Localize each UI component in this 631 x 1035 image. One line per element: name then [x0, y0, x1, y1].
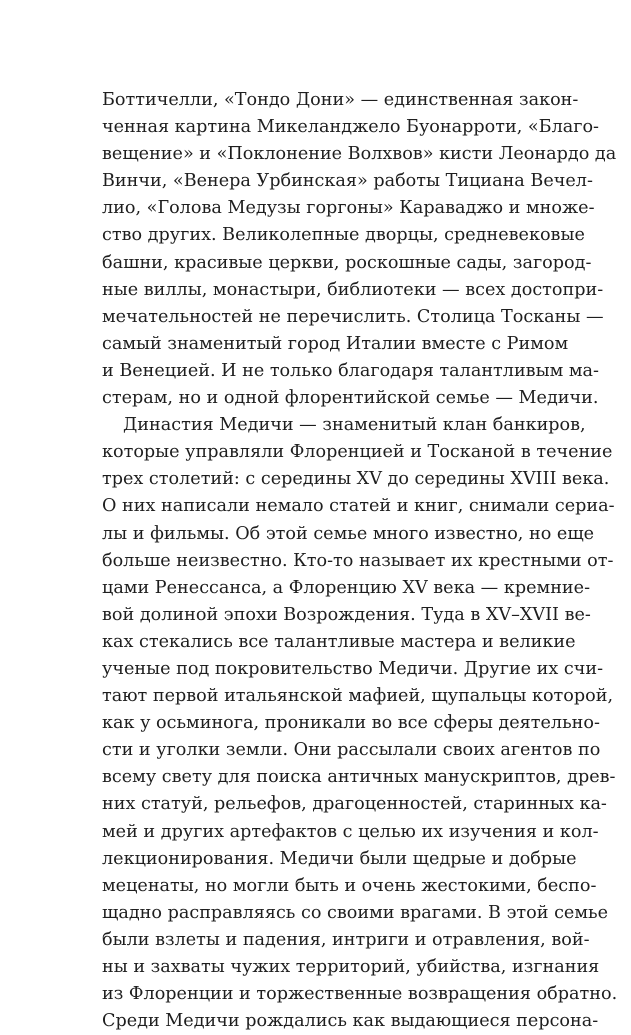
text-line: которые управляли Флоренцией и Тосканой в течение [102, 442, 613, 463]
text-line: лы и фильмы. Об этой семье много известно, но еще [102, 523, 595, 544]
paragraph-medici-dynasty [102, 412, 618, 1035]
text-line: лио, «Голова Медузы горгоны» Караваджо и множе- [102, 198, 595, 219]
book-page-text [102, 87, 618, 1035]
text-line: цами Ренессанса, а Флоренцию XV века — кремние- [102, 577, 591, 598]
text-line: щадно расправляясь со своими врагами. В этой семье [102, 902, 609, 923]
text-line: ученые под покровительство Медичи. Другие их счи- [102, 658, 604, 679]
text-line: были взлеты и падения, интриги и отравления, вой- [102, 929, 590, 950]
text-line: Винчи, «Венера Урбинская» работы Тициана Вечел- [102, 171, 593, 192]
text-line: лекционирования. Медичи были щедрые и добрые [102, 848, 577, 869]
text-line: мей и других артефактов с целью их изучения и кол- [102, 821, 599, 842]
text-line: ны и захваты чужих территорий, убийства, изгнания [102, 957, 600, 977]
text-line: из Флоренции и торжественные возвращения обратно. [102, 984, 618, 1005]
text-line: вой долиной эпохи Возрождения. Туда в XV–XVII ве- [102, 604, 591, 625]
text-line: Среди Медичи рождались как выдающиеся персона- [102, 1011, 599, 1032]
text-line: тают первой итальянской мафией, щупальцы которой, [102, 686, 614, 707]
text-line: как у осьминога, проникали во все сферы деятельно- [102, 713, 600, 734]
text-line: меценаты, но могли быть и очень жестокими, беспо- [102, 875, 597, 896]
text-line: мечательностей не перечислить. Столица Тосканы — [102, 306, 604, 327]
text-line: ство других. Великолепные дворцы, средневековые [102, 225, 585, 246]
text-line: них статуй, рельефов, драгоценностей, старинных ка- [102, 794, 607, 815]
text-line: трех столетий: с середины XV до середины XVIII века. [102, 469, 610, 490]
text-line: стерам, но и одной флорентийской семье — Медичи. [102, 388, 599, 409]
text-line: Династия Медичи — знаменитый клан банкиров, [123, 415, 586, 436]
text-line: больше неизвестно. Кто-то называет их крестными от- [102, 550, 614, 571]
text-line: самый знаменитый город Италии вместе с Римом [102, 333, 569, 354]
paragraph-florence-sights [102, 87, 617, 412]
text-line: сти и уголки земли. Они рассылали своих агентов по [102, 740, 601, 761]
text-line: Боттичелли, «Тондо Дони» — единственная закон- [102, 90, 579, 110]
text-line: ные виллы, монастыри, библиотеки — всех достопри- [102, 279, 604, 300]
text-line: вещение» и «Поклонение Волхвов» кисти Леонардо да [102, 144, 617, 165]
text-line: и Венецией. И не только благодаря талантливым ма- [102, 360, 599, 381]
text-line: О них написали немало статей и книг, снимали сериа- [102, 496, 615, 517]
text-line: ках стекались все талантливые мастера и великие [102, 631, 576, 652]
text-line: всему свету для поиска античных манускриптов, древ- [102, 767, 616, 788]
text-line: ченная картина Микеланджело Буонарроти, «Благо- [102, 117, 599, 138]
text-line: башни, красивые церкви, роскошные сады, загород- [102, 252, 592, 273]
